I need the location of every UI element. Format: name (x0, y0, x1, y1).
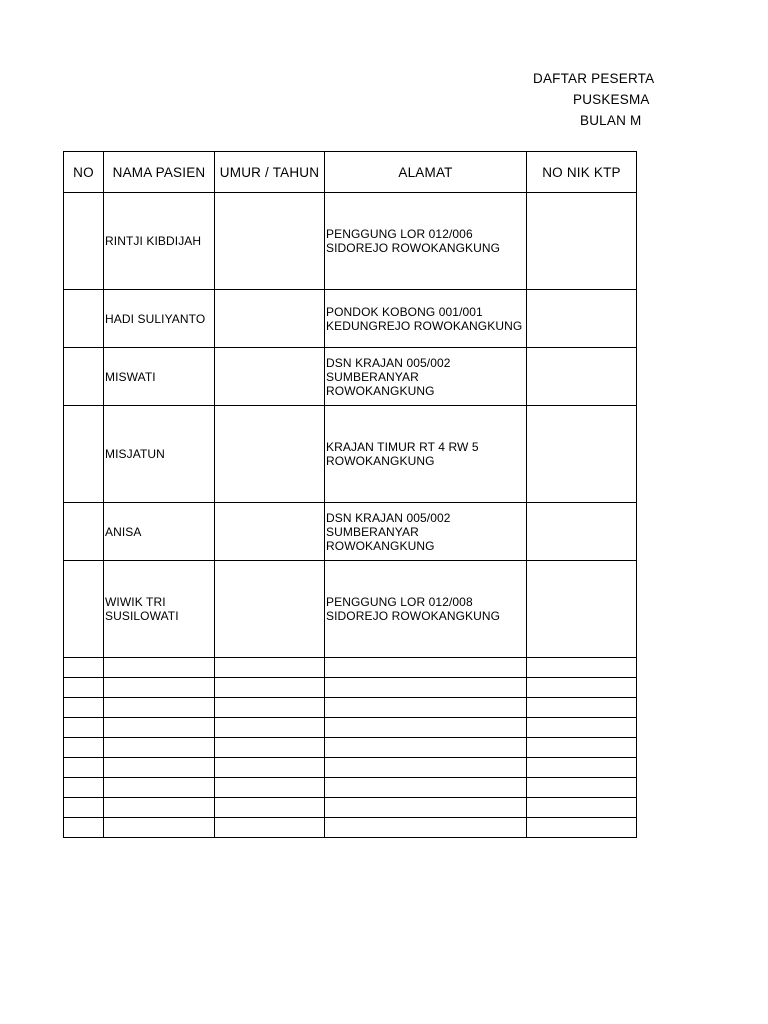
col-header-nik: NO NIK KTP (527, 152, 637, 193)
empty-cell (527, 758, 637, 778)
alamat-line-1: PENGGUNG LOR 012/008 (326, 595, 473, 609)
empty-cell (215, 798, 325, 818)
cell-no (64, 561, 104, 658)
empty-cell (64, 758, 104, 778)
empty-cell (215, 678, 325, 698)
doc-title-line-1: DAFTAR PESERTA (533, 71, 655, 86)
doc-title-line-2: PUSKESMA (573, 92, 650, 107)
cell-alamat (325, 348, 527, 406)
empty-cell (64, 738, 104, 758)
empty-cell (104, 818, 215, 838)
alamat-line-2: ROWOKANGKUNG (326, 454, 435, 468)
empty-cell (215, 818, 325, 838)
empty-cell (215, 658, 325, 678)
empty-cell (104, 698, 215, 718)
alamat-line-1: PONDOK KOBONG 001/001 (326, 304, 483, 319)
cell-nik (527, 348, 637, 406)
cell-nama (104, 561, 215, 658)
empty-row (64, 818, 637, 838)
alamat-line-1: DSN KRAJAN 005/002 (326, 510, 451, 525)
cell-alamat (325, 503, 527, 561)
empty-row (64, 798, 637, 818)
alamat-line-2: KEDUNGREJO ROWOKANGKUNG (326, 318, 523, 333)
alamat-line-1: KRAJAN TIMUR RT 4 RW 5 (326, 440, 479, 454)
table-row (64, 348, 637, 406)
empty-cell (527, 818, 637, 838)
empty-cell (527, 778, 637, 798)
cell-alamat (325, 406, 527, 503)
cell-no (64, 503, 104, 561)
empty-cell (527, 718, 637, 738)
empty-row (64, 778, 637, 798)
empty-cell (325, 758, 527, 778)
cell-no (64, 290, 104, 348)
cell-nik (527, 406, 637, 503)
patient-table (63, 151, 637, 838)
empty-cell (64, 798, 104, 818)
col-header-nama: NAMA PASIEN (104, 152, 215, 193)
empty-row (64, 698, 637, 718)
cell-nik (527, 503, 637, 561)
empty-cell (325, 798, 527, 818)
cell-nama: HADI SULIYANTO (104, 290, 215, 348)
cell-umur (215, 561, 325, 658)
alamat-line-1: DSN KRAJAN 005/002 (326, 355, 451, 370)
alamat-line-2: SUMBERANYAR ROWOKANGKUNG (326, 369, 435, 398)
col-header-umur: UMUR / TAHUN (215, 152, 325, 193)
empty-cell (325, 818, 527, 838)
empty-cell (215, 718, 325, 738)
nama-line-1: WIWIK TRI (105, 595, 166, 609)
empty-cell (527, 698, 637, 718)
empty-cell (64, 718, 104, 738)
cell-alamat (325, 561, 527, 658)
empty-row (64, 678, 637, 698)
empty-cell (215, 698, 325, 718)
cell-umur (215, 406, 325, 503)
empty-cell (104, 658, 215, 678)
table-row (64, 406, 637, 503)
empty-cell (527, 798, 637, 818)
empty-cell (527, 678, 637, 698)
cell-nama: ANISA (104, 503, 215, 561)
cell-umur (215, 348, 325, 406)
cell-umur (215, 193, 325, 290)
cell-alamat (325, 290, 527, 348)
table-row (64, 193, 637, 290)
empty-cell (215, 778, 325, 798)
empty-row (64, 658, 637, 678)
cell-no (64, 406, 104, 503)
empty-row (64, 718, 637, 738)
col-header-alamat: ALAMAT (325, 152, 527, 193)
col-header-no: NO (64, 152, 104, 193)
cell-nik (527, 290, 637, 348)
empty-cell (104, 798, 215, 818)
cell-nama: MISWATI (104, 348, 215, 406)
cell-nik (527, 561, 637, 658)
table-row (64, 290, 637, 348)
empty-cell (104, 778, 215, 798)
empty-cell (325, 698, 527, 718)
cell-umur (215, 503, 325, 561)
doc-title-line-3: BULAN M (580, 113, 642, 128)
empty-cell (215, 738, 325, 758)
alamat-line-2: SUMBERANYAR ROWOKANGKUNG (326, 524, 435, 553)
cell-no (64, 348, 104, 406)
empty-cell (64, 658, 104, 678)
empty-cell (104, 758, 215, 778)
empty-cell (527, 738, 637, 758)
empty-row (64, 738, 637, 758)
empty-cell (215, 758, 325, 778)
empty-cell (64, 678, 104, 698)
empty-cell (104, 678, 215, 698)
empty-cell (325, 738, 527, 758)
empty-cell (104, 738, 215, 758)
alamat-line-2: SIDOREJO ROWOKANGKUNG (326, 241, 501, 255)
empty-row (64, 758, 637, 778)
cell-no (64, 193, 104, 290)
nama-line-2: SUSILOWATI (105, 609, 179, 623)
empty-cell (325, 658, 527, 678)
empty-cell (325, 718, 527, 738)
empty-cell (325, 778, 527, 798)
table-row (64, 503, 637, 561)
table-row (64, 561, 637, 658)
cell-nama: MISJATUN (104, 406, 215, 503)
cell-nama: RINTJI KIBDIJAH (104, 193, 215, 290)
cell-alamat (325, 193, 527, 290)
alamat-line-1: PENGGUNG LOR 012/006 (326, 227, 473, 241)
empty-cell (64, 818, 104, 838)
alamat-line-2: SIDOREJO ROWOKANGKUNG (326, 609, 501, 623)
cell-nik (527, 193, 637, 290)
table-header-row (64, 152, 637, 193)
cell-umur (215, 290, 325, 348)
empty-cell (64, 698, 104, 718)
empty-cell (325, 678, 527, 698)
empty-cell (527, 658, 637, 678)
empty-cell (64, 778, 104, 798)
empty-cell (104, 718, 215, 738)
